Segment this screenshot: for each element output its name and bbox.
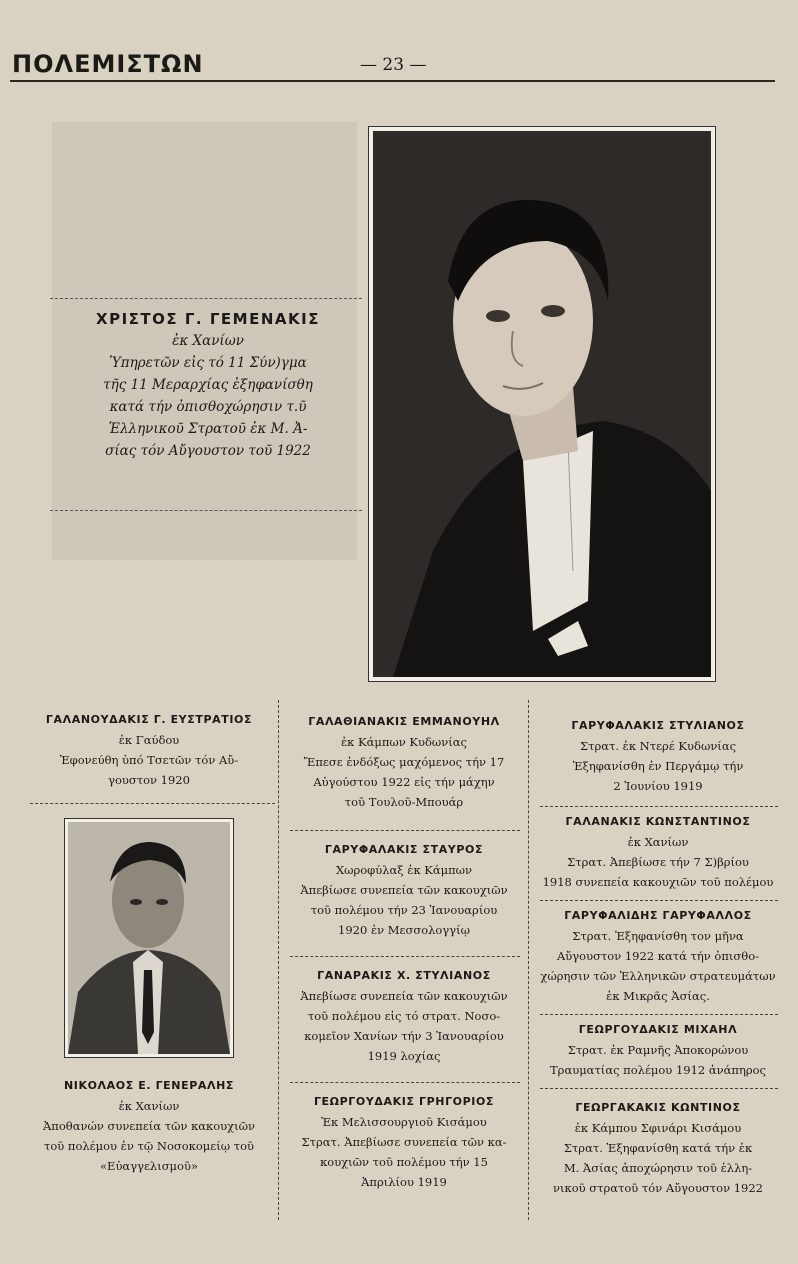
- entry-name: ΓΑΛΑΝΑΚΙΣ ΚΩΝΣΤΑΝΤΙΝΟΣ: [565, 815, 751, 828]
- featured-name: ΧΡΙΣΤΟΣ Γ. ΓΕΜΕΝΑΚΙΣ: [96, 310, 320, 328]
- featured-line: σίας τόν Αὔγουστον τοῦ 1922: [105, 443, 311, 459]
- entry-line: Στρατ. ἐκ Ντερέ Κυδωνίας: [579, 739, 737, 753]
- header-rule: [10, 80, 775, 82]
- featured-line: Ὑπηρετῶν εἰς τό 11 Σύν)γμα: [109, 355, 307, 371]
- intro-top-divider: [50, 298, 362, 299]
- entry-divider: [30, 803, 275, 804]
- featured-line: τῆς 11 Μεραρχίας ἐξηφανίσθη: [103, 377, 313, 393]
- entry: [538, 906, 778, 1006]
- entry-line: ἐκ Χανίων: [118, 1099, 180, 1113]
- entry-line: ἐκ Μικρᾶς Ἀσίας.: [606, 989, 710, 1003]
- entry-divider: [290, 830, 520, 831]
- entry-line: 1918 συνεπεία κακουχιῶν τοῦ πολέμου: [542, 875, 774, 889]
- entry-line: τοῦ Τουλοῦ-Μπουάρ: [344, 795, 464, 809]
- entry-divider: [540, 900, 778, 901]
- entry-line: τοῦ πολέμου εἰς τό στρατ. Νοσο-: [307, 1009, 501, 1023]
- entry-name: ΓΑΡΥΦΑΛΑΚΙΣ ΣΤΑΥΡΟΣ: [324, 843, 484, 856]
- entry-line: ἐκ Χανίων: [627, 835, 689, 849]
- entry-line: Στρατ. Ἐξηφανίσθη κατά τήν ἐκ: [563, 1141, 753, 1155]
- column-divider: [278, 700, 279, 1220]
- entry-name: ΓΑΛΑΝΟΥΔΑΚΙΣ Γ. ΕΥΣΤΡΑΤΙΟΣ: [45, 713, 253, 726]
- entry-line: Τραυματίας πολέμου 1912 ἀνάπηρος: [550, 1063, 766, 1077]
- entry-line: Αὔγουστον 1922 κατά τήν ὀπισθο-: [557, 949, 759, 963]
- entry-line: ἐκ Κάμπων Κυδωνίας: [340, 735, 468, 749]
- entry-divider: [540, 1014, 778, 1015]
- entry-line: «Εὐαγγελισμοῦ»: [100, 1159, 198, 1173]
- featured-line: κατά τήν ὀπισθοχώρησιν τ.ῦ: [109, 399, 307, 415]
- entry-line: χώρησιν τῶν Ἑλληνικῶν στρατευμάτων: [540, 969, 776, 983]
- entry-line: τοῦ πολέμου τήν 23 Ἰανουαρίου: [310, 903, 498, 917]
- entry-line: Ἐφονεύθη ὑπό Τσετῶν τόν Αὔ-: [59, 753, 239, 767]
- entry-line: Ἀπριλίου 1919: [361, 1175, 447, 1189]
- entry-line: 1920 ἐν Μεσσολογγίῳ: [338, 923, 470, 937]
- generalis-portrait-photo: [64, 818, 234, 1058]
- entry-line: γουστον 1920: [108, 773, 190, 787]
- entry-name: ΓΕΩΡΓΟΥΔΑΚΙΣ ΜΙΧΑΗΛ: [578, 1023, 738, 1036]
- entry-line: Στρατ. ἐκ Ραμνῆς Ἀποκορώνου: [567, 1043, 749, 1057]
- entry-line: Ἔπεσε ἐνδόξως μαχόμενος τήν 17: [303, 755, 505, 769]
- entry-name: ΓΑΝΑΡΑΚΙΣ Χ. ΣΤΥΛΙΑΝΟΣ: [317, 969, 491, 982]
- entry: [30, 1076, 268, 1176]
- entry-name: ΓΕΩΡΓΟΥΔΑΚΙΣ ΓΡΗΓΟΡΙΟΣ: [313, 1095, 495, 1108]
- featured-origin: ἐκ Χανίων: [172, 333, 244, 349]
- entry-line: Χωροφύλαξ ἐκ Κάμπων: [335, 863, 473, 877]
- entry-name: ΓΑΡΥΦΑΛΙΔΗΣ ΓΑΡΥΦΑΛΛΟΣ: [564, 909, 752, 922]
- entry-line: κουχιῶν τοῦ πολέμου τήν 15: [320, 1155, 488, 1169]
- entry: [288, 1092, 520, 1192]
- entry-name: ΓΑΡΥΦΑΛΑΚΙΣ ΣΤΥΛΙΑΝΟΣ: [571, 719, 745, 732]
- featured-caption: [58, 308, 358, 462]
- entry-line: Ἀποθανών συνεπεία τῶν κακουχιῶν: [42, 1119, 255, 1133]
- entry-line: ἐκ Κάμπου Σφινάρι Κισάμου: [574, 1121, 742, 1135]
- entry-line: νικοῦ στρατοῦ τόν Αὔγουστον 1922: [553, 1181, 763, 1195]
- entry-line: κομεῖον Χανίων τήν 3 Ἰανουαρίου: [304, 1029, 504, 1043]
- entry: [288, 966, 520, 1066]
- entry: [538, 1020, 778, 1080]
- entry-line: Ἀπεβίωσε συνεπεία τῶν κακουχιῶν: [300, 883, 508, 897]
- entry-line: Ἐξηφανίσθη ἐν Περγάμῳ τήν: [572, 759, 744, 773]
- entry: [288, 712, 520, 812]
- featured-portrait-photo: [368, 126, 716, 682]
- entry-line: Στρατ. Ἀπεβίωσε τήν 7 Σ)βρίου: [567, 855, 749, 869]
- entry-divider: [290, 1082, 520, 1083]
- entry: [538, 1098, 778, 1198]
- column-divider: [528, 700, 529, 1220]
- page-number: — 23 —: [360, 55, 427, 75]
- entry-line: ἐκ Γαύδου: [118, 733, 180, 747]
- entry-line: τοῦ πολέμου ἐν τῷ Νοσοκομείῳ τοῦ: [43, 1139, 255, 1153]
- entry-divider: [290, 956, 520, 957]
- entry-line: Ἀπεβίωσε συνεπεία τῶν κακουχιῶν: [300, 989, 508, 1003]
- entry-line: Στρατ. Ἀπεβίωσε συνεπεία τῶν κα-: [301, 1135, 507, 1149]
- intro-bottom-divider: [50, 510, 362, 511]
- entry-line: Μ. Ἀσίας ἀποχώρησιν τοῦ ἑλλη-: [563, 1161, 753, 1175]
- featured-line: Ἑλληνικοῦ Στρατοῦ ἐκ Μ. Ἀ-: [108, 421, 308, 437]
- entry-line: Στρατ. Ἐξηφανίσθη τον μῆνα: [572, 929, 744, 943]
- page-running-title: ΠΟΛΕΜΙΣΤΩΝ: [12, 50, 204, 78]
- entry-divider: [540, 1088, 778, 1089]
- entry: [538, 716, 778, 796]
- entry-name: ΝΙΚΟΛΑΟΣ Ε. ΓΕΝΕΡΑΛΗΣ: [63, 1079, 235, 1092]
- entry-line: 2 Ἰουνίου 1919: [613, 779, 703, 793]
- entry-name: ΓΕΩΡΓΑΚΑΚΙΣ ΚΩΝΤΙΝΟΣ: [575, 1101, 741, 1114]
- entry-line: 1919 λοχίας: [367, 1049, 441, 1063]
- entry: [288, 840, 520, 940]
- entry: [30, 710, 268, 790]
- entry-line: Αὐγούστου 1922 εἰς τήν μάχην: [313, 775, 495, 789]
- entry-name: ΓΑΛΑΘΙΑΝΑΚΙΣ ΕΜΜΑΝΟΥΗΛ: [308, 715, 500, 728]
- entry: [538, 812, 778, 892]
- entry-line: Ἐκ Μελισσουργιοῦ Κισάμου: [321, 1115, 487, 1129]
- entry-divider: [540, 806, 778, 807]
